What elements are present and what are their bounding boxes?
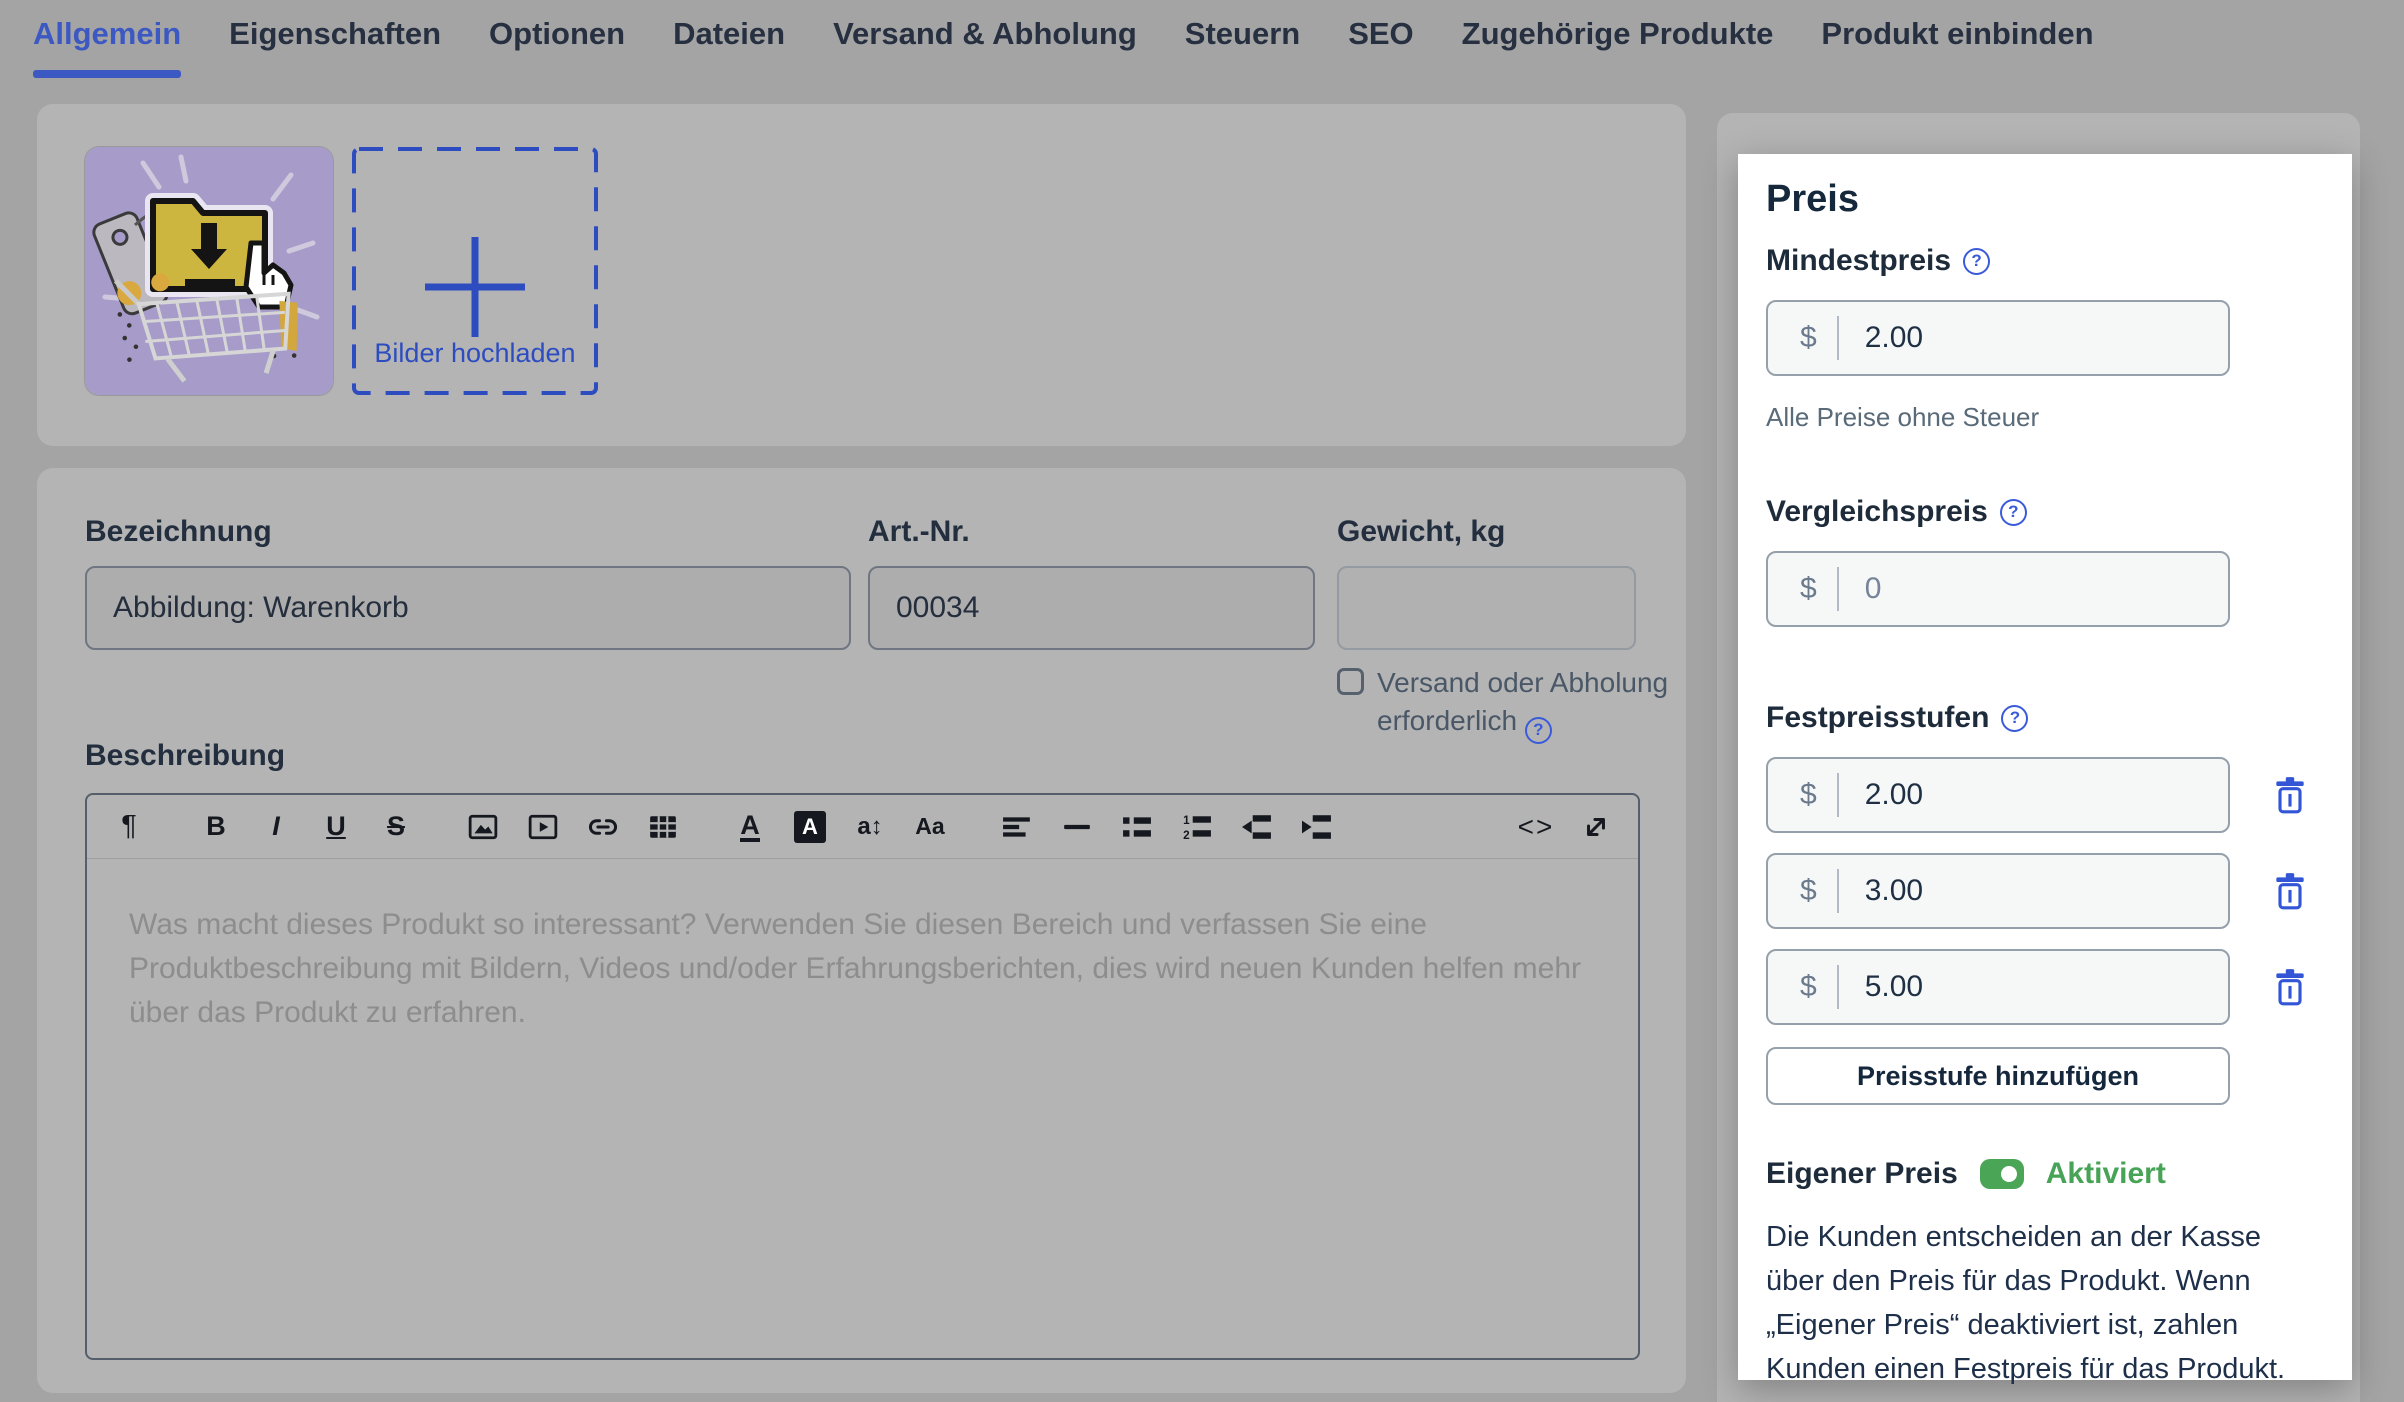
tier-price-input[interactable] (1865, 778, 2185, 812)
tier-price-field (1766, 949, 2230, 1025)
weight-input[interactable] (1337, 566, 1636, 650)
plus-icon (423, 235, 527, 339)
bold-icon[interactable]: B (206, 811, 226, 841)
tiers-label: Festpreisstufen (1766, 701, 1990, 734)
tab-steuern[interactable]: Steuern (1184, 16, 1301, 51)
input-divider (1837, 567, 1839, 611)
compare-price-label-row (1766, 495, 2324, 529)
price-panel-title: Preis (1766, 178, 1859, 220)
svg-text:1: 1 (1183, 813, 1190, 827)
tab-allgemein[interactable]: Allgemein (33, 16, 181, 78)
custom-price-description: Die Kunden entscheiden an der Kasse über den Preis für das Produkt. Wenn „Eigener Preis“ deaktiviert ist, zahlen Kunden einen Festpreis für das Produkt. (1766, 1221, 2286, 1385)
tab-eigenschaften[interactable]: Eigenschaften (229, 16, 442, 51)
name-input[interactable] (85, 566, 851, 650)
highlight-icon[interactable]: A (790, 807, 830, 847)
tab-zugehoerige-produkte[interactable]: Zugehörige Produkte (1461, 16, 1774, 51)
question-circle-icon[interactable] (2000, 499, 2027, 526)
shipping-required-label (1377, 664, 1677, 744)
general-form-card (37, 468, 1686, 1393)
sku-input[interactable] (868, 566, 1315, 650)
question-circle-icon[interactable] (1525, 717, 1552, 744)
tier-row (1766, 853, 2324, 929)
tab-optionen[interactable]: Optionen (489, 16, 626, 51)
tab-versand-abholung[interactable]: Versand & Abholung (833, 16, 1137, 51)
tiers-label-row (1766, 701, 2324, 735)
input-divider (1837, 869, 1839, 913)
bulleted-list-icon[interactable] (1117, 807, 1157, 847)
tier-price-field (1766, 757, 2230, 833)
shipping-required-text: Versand oder Abholung erforderlich (1377, 667, 1669, 736)
trash-icon[interactable] (2272, 967, 2308, 1007)
align-icon[interactable] (997, 807, 1037, 847)
tier-price-field (1766, 853, 2230, 929)
min-price-input[interactable] (1865, 321, 2185, 355)
add-tier-button[interactable]: Preisstufe hinzufügen (1766, 1047, 2230, 1105)
question-circle-icon[interactable] (1963, 248, 1990, 275)
gallery-card (37, 104, 1686, 446)
currency-prefix: $ (1800, 874, 1817, 907)
paragraph-icon[interactable]: ¶ (121, 810, 137, 842)
svg-text:2: 2 (1183, 828, 1190, 842)
outdent-icon[interactable] (1237, 807, 1277, 847)
currency-prefix: $ (1800, 778, 1817, 811)
horizontal-rule-icon[interactable] (1057, 807, 1097, 847)
min-price-label-row (1766, 244, 2324, 278)
product-tabs (33, 16, 2094, 78)
text-case-icon[interactable]: Aa (915, 813, 945, 839)
custom-price-label: Eigener Preis (1766, 1157, 1958, 1190)
tab-produkt-einbinden[interactable]: Produkt einbinden (1821, 16, 2094, 51)
underline-icon[interactable]: U (326, 811, 346, 841)
italic-icon[interactable]: I (272, 811, 280, 841)
question-circle-icon[interactable] (2001, 705, 2028, 732)
upload-images-label: Bilder hochladen (374, 338, 576, 368)
tier-price-input[interactable] (1865, 874, 2185, 908)
insert-table-icon[interactable] (643, 807, 683, 847)
insert-video-icon[interactable] (523, 807, 563, 847)
currency-prefix: $ (1800, 321, 1817, 354)
compare-price-label: Vergleichspreis (1766, 495, 1988, 528)
font-size-icon[interactable]: a↕ (857, 812, 883, 840)
fullscreen-icon[interactable] (1576, 807, 1616, 847)
indent-icon[interactable] (1297, 807, 1337, 847)
strikethrough-icon[interactable]: S (386, 811, 405, 841)
description-label: Beschreibung (85, 739, 286, 772)
text-color-icon[interactable]: A (740, 809, 760, 840)
numbered-list-icon[interactable] (1177, 807, 1217, 847)
description-placeholder: Was macht dieses Produkt so interessant? Verwenden Sie diesen Bereich und verfassen Sie eine Produktbeschreibung mit Bildern, Videos und/oder Erfahrungsberichten, dies wird neuen Kunden helfen mehr über das Produkt zu erfahren. (129, 908, 1582, 1029)
description-editor (85, 793, 1640, 1360)
compare-price-field (1766, 551, 2230, 627)
shipping-required-row (1337, 664, 1677, 744)
upload-images-dropzone[interactable] (352, 147, 598, 395)
tier-row (1766, 949, 2324, 1025)
tax-hint: Alle Preise ohne Steuer (1766, 402, 2040, 432)
product-image-cart-illustration (85, 147, 333, 395)
shipping-required-checkbox[interactable] (1337, 668, 1364, 695)
input-divider (1837, 965, 1839, 1009)
insert-image-icon[interactable] (463, 807, 503, 847)
toggle-knob (2001, 1166, 2017, 1182)
name-label: Bezeichnung (85, 515, 272, 548)
tier-price-input[interactable] (1865, 970, 2185, 1004)
editor-toolbar (87, 795, 1638, 859)
trash-icon[interactable] (2272, 775, 2308, 815)
currency-prefix: $ (1800, 970, 1817, 1003)
trash-icon[interactable] (2272, 871, 2308, 911)
custom-price-toggle[interactable] (1980, 1159, 2024, 1189)
tier-row (1766, 757, 2324, 833)
min-price-field (1766, 300, 2230, 376)
weight-label: Gewicht, kg (1337, 515, 1506, 548)
insert-link-icon[interactable] (583, 807, 623, 847)
currency-prefix: $ (1800, 572, 1817, 605)
compare-price-input[interactable] (1865, 572, 2185, 606)
code-view-icon[interactable]: <> (1517, 810, 1555, 842)
description-textarea[interactable] (87, 859, 1638, 1079)
custom-price-status: Aktiviert (2045, 1157, 2166, 1190)
tab-seo[interactable]: SEO (1348, 16, 1414, 51)
input-divider (1837, 773, 1839, 817)
price-panel (1738, 154, 2352, 1385)
tab-dateien[interactable]: Dateien (673, 16, 786, 51)
input-divider (1837, 316, 1839, 360)
product-image-thumbnail[interactable] (85, 147, 333, 395)
min-price-label: Mindestpreis (1766, 244, 1952, 277)
custom-price-row (1766, 1157, 2324, 1191)
sku-label: Art.-Nr. (868, 515, 970, 548)
